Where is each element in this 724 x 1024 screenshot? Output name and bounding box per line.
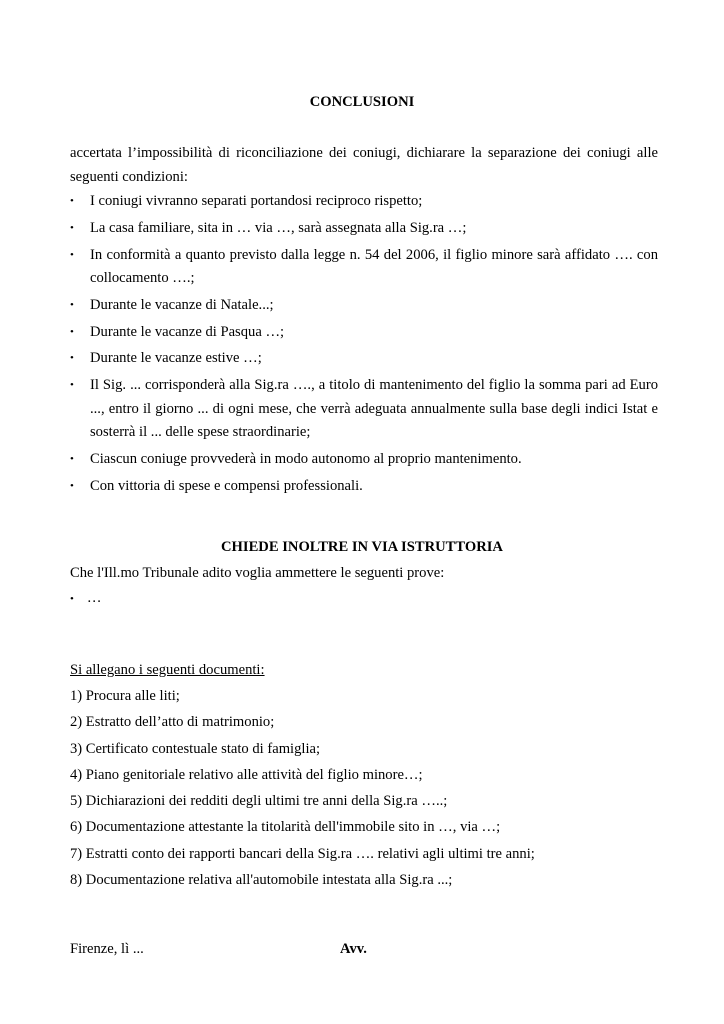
list-item xyxy=(70,294,658,318)
list-item-text: Durante le vacanze di Pasqua …; xyxy=(90,323,285,340)
list-item xyxy=(70,217,658,241)
bullet-icon: • xyxy=(70,352,74,365)
list-item: 7) Estratti conto dei rapporti bancari della Sig.ra …. relativi agli ultimi tre anni; xyxy=(70,845,535,862)
istruttoria-item xyxy=(70,588,101,609)
list-item xyxy=(70,347,658,371)
list-item: 2) Estratto dell’atto di matrimonio; xyxy=(70,714,275,731)
istruttoria-heading: CHIEDE INOLTRE IN VIA ISTRUTTORIA xyxy=(221,539,503,555)
conclusioni-intro: accertata l’impossibilità di riconciliazione dei coniugi, dichiarare la separazione dei coniugi alle seguenti condizioni: xyxy=(70,145,658,185)
bullet-icon: • xyxy=(70,479,74,492)
conclusioni-list xyxy=(70,190,658,502)
istruttoria-intro: Che l'Ill.mo Tribunale adito voglia ammettere le seguenti prove: xyxy=(70,565,445,581)
list-item xyxy=(70,475,658,499)
list-item: 6) Documentazione attestante la titolarità dell'immobile sito in …, via …; xyxy=(70,819,501,836)
list-item: 5) Dichiarazioni dei redditi degli ultimi tre anni della Sig.ra …..; xyxy=(70,793,448,810)
list-item-text: I coniugi vivranno separati portandosi reciproco rispetto; xyxy=(90,193,423,209)
list-item-text: Ciascun coniuge provvederà in modo autonomo al proprio mantenimento. xyxy=(90,451,522,468)
list-item-text: In conformità a quanto previsto dalla legge n. 54 del 2006, il figlio minore sarà affidato …. con collocamento ….; xyxy=(90,246,658,287)
bullet-icon: • xyxy=(70,453,74,466)
bullet-icon: • xyxy=(70,325,74,338)
signature-label: Avv. xyxy=(340,941,367,957)
bullet-icon: • xyxy=(70,379,74,392)
list-item-text: Con vittoria di spese e compensi professionali. xyxy=(90,477,363,494)
list-item: 3) Certificato contestuale stato di famiglia; xyxy=(70,740,321,757)
list-item xyxy=(70,190,658,214)
list-item xyxy=(70,321,658,345)
conclusioni-heading: CONCLUSIONI xyxy=(309,94,415,110)
allegati-heading: Si allegano i seguenti documenti: xyxy=(70,662,265,678)
list-item-text: Durante le vacanze estive …; xyxy=(90,350,262,367)
allegati-list xyxy=(70,686,535,896)
list-item xyxy=(70,448,658,472)
istruttoria-item-text: … xyxy=(86,590,102,606)
list-item: 1) Procura alle liti; xyxy=(70,688,180,704)
bullet-icon: • xyxy=(70,248,74,261)
place-date: Firenze, lì ... xyxy=(70,941,144,957)
bullet-icon: • xyxy=(70,195,74,207)
list-item-text: Durante le vacanze di Natale...; xyxy=(90,296,274,313)
list-item xyxy=(70,244,658,291)
bullet-icon: • xyxy=(70,298,74,311)
bullet-icon: • xyxy=(70,221,74,234)
list-item: 8) Documentazione relativa all'automobile intestata alla Sig.ra ...; xyxy=(70,872,453,889)
list-item-text: La casa familiare, sita in … via …, sarà assegnata alla Sig.ra …; xyxy=(90,219,467,236)
list-item: 4) Piano genitoriale relativo alle attività del figlio minore…; xyxy=(70,766,423,783)
bullet-icon: • xyxy=(70,593,74,605)
list-item-text: Il Sig. ... corrisponderà alla Sig.ra …., a titolo di mantenimento del figlio la somma pari ad Euro ..., entro il giorno ... di ogni mese, che verrà adeguata annualmente sulla base degli indici Istat e sosterrà il ... delle spese straordinarie; xyxy=(90,377,658,441)
list-item xyxy=(70,374,658,445)
